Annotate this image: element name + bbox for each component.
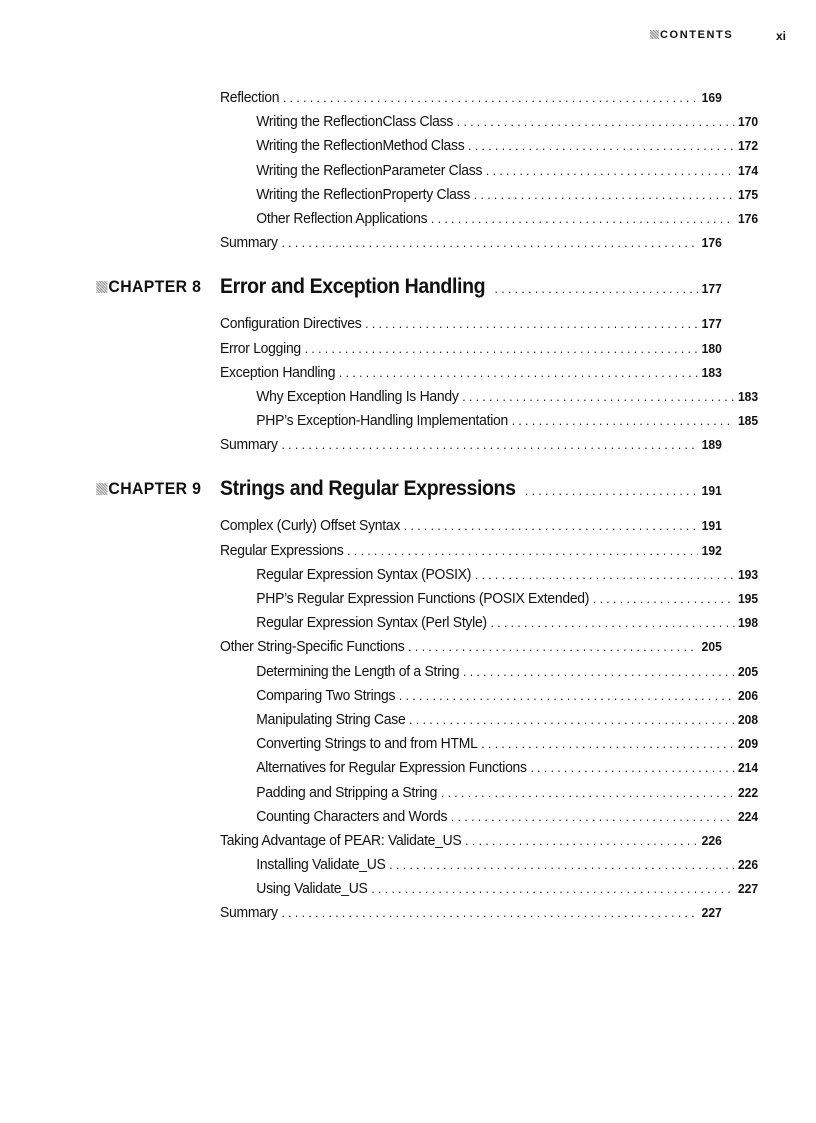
toc-subentry [220,587,758,611]
toc-entry-page: 176 [701,235,722,251]
toc-entry-title: Summary [220,436,278,454]
dot-leader [451,805,734,829]
dot-leader [408,635,698,659]
dot-leader [281,231,698,255]
toc-entry-page: 176 [737,210,759,226]
toc-entry-title: Alternatives for Regular Expression Functions [256,759,527,777]
toc-entry-page: 226 [701,832,722,848]
toc-subentry [220,756,758,780]
chapter-heading [108,274,722,300]
toc-entry-page: 198 [737,615,759,631]
chapter-page-number: 191 [701,483,722,499]
toc-subentry [220,877,758,901]
toc-entry-page: 214 [737,760,759,776]
toc-subentry [220,853,758,877]
chapter-label [96,274,201,300]
toc-entry-page: 195 [737,591,759,606]
toc-entry-title: Comparing Two Strings [256,686,396,704]
dot-leader [347,539,698,563]
dot-leader [491,611,735,635]
toc-entry [220,86,722,110]
toc-entry-title: Configuration Directives [220,315,362,333]
toc-entry-title: Installing Validate_US [256,856,386,874]
toc-subentry [220,781,758,805]
toc-entry-title: Converting Strings to and from HTML [256,735,478,753]
running-head [650,29,790,43]
running-head-section: CONTENTS [660,29,734,41]
toc-entry-page: 226 [737,857,759,873]
toc-entry-page: 172 [737,138,759,154]
toc-entry-page: 205 [701,639,722,655]
toc-entry-title: Other Reflection Applications [256,209,428,227]
dot-leader [486,159,734,183]
dot-leader [530,756,734,780]
chapter-title: Strings and Regular Expressions [220,477,516,501]
toc-entry [220,337,722,361]
toc-entry-page: 192 [701,542,722,558]
dot-leader [512,409,735,433]
toc-entry-page: 174 [737,162,759,178]
dot-leader [468,134,734,158]
dot-leader [281,901,698,925]
toc-entry-title: Manipulating String Case [256,710,406,728]
section-marker-icon [650,30,659,39]
chapter-label [96,476,201,502]
dot-leader [409,708,734,732]
toc-entry-page: 183 [701,364,722,380]
dot-leader [457,110,734,134]
toc-entry-title: Writing the ReflectionParameter Class [256,161,483,179]
dot-leader [371,877,734,901]
dot-leader [389,853,734,877]
toc-entry-title: Complex (Curly) Offset Syntax [220,517,401,535]
dot-leader [283,86,698,110]
toc-entry-title: Exception Handling [220,363,336,381]
toc-entry-page: 169 [701,90,722,105]
toc-subentry [220,409,758,433]
dot-leader [593,587,734,611]
table-of-contents [108,86,759,926]
dot-leader [365,312,698,336]
toc-entry-page: 175 [737,186,759,202]
toc-entry [220,514,722,538]
toc-entry [220,901,722,925]
page-number: xi [775,29,786,43]
toc-entry-page: 191 [701,518,722,534]
dot-leader [525,478,698,504]
toc-subentry [220,159,758,183]
toc-subentry [220,134,758,158]
dot-leader [404,514,698,538]
toc-entry-page: 206 [737,687,759,703]
toc-entry [220,231,722,255]
toc-entry-title: Determining the Length of a String [256,662,460,680]
toc-entry-title: Regular Expressions [220,541,344,559]
toc-entry-page: 209 [737,736,759,752]
toc-entry-title: Regular Expression Syntax (Perl Style) [256,614,487,632]
toc-subentry [220,660,758,684]
toc-entry-title: Writing the ReflectionClass Class [256,113,454,131]
dot-leader [475,563,734,587]
toc-subentry [220,732,758,756]
chapter-label-text: CHAPTER 8 [108,277,202,297]
toc-entry-title: Writing the ReflectionMethod Class [256,137,465,155]
toc-entry-title: PHP’s Regular Expression Functions (POSIX Extended) [256,590,590,607]
toc-entry-title: Regular Expression Syntax (POSIX) [256,565,472,583]
toc-subentry [220,805,758,829]
dot-leader [462,385,734,409]
toc-subentry [220,708,758,732]
toc-entry-title: Other String-Specific Functions [220,638,405,656]
toc-entry [220,539,722,563]
toc-entry [220,829,722,853]
toc-entry [220,312,722,336]
dot-leader [441,781,734,805]
toc-entry-title: Padding and Stripping a String [256,783,438,801]
toc-subentry [220,684,758,708]
toc-entry-page: 177 [701,316,722,332]
toc-entry-page: 222 [737,784,759,800]
toc-subentry [220,207,758,231]
toc-entry [220,433,722,457]
dot-leader [431,207,734,231]
toc-entry-title: Writing the ReflectionProperty Class [256,185,471,203]
toc-entry-title: Counting Characters and Words [256,807,448,825]
toc-subentry [220,611,758,635]
toc-entry-title: Why Exception Handling Is Handy [256,387,459,405]
toc-entry-page: 224 [737,808,759,824]
toc-entry-title: Reflection [220,89,280,106]
dot-leader [465,829,698,853]
dot-leader [463,660,734,684]
toc-entry-title: Summary [220,904,278,922]
toc-entry-page: 227 [701,905,722,921]
toc-entry-page: 183 [737,388,759,404]
chapter-marker-icon [96,483,107,495]
toc-subentry [220,183,758,207]
dot-leader [281,433,698,457]
toc-entry-title: Using Validate_US [256,880,368,898]
chapter-page-number: 177 [701,281,722,297]
toc-subentry [220,563,758,587]
toc-entry [220,361,722,385]
dot-leader [474,183,734,207]
toc-entry-page: 227 [737,881,759,897]
dot-leader [495,276,698,302]
dot-leader [399,684,734,708]
toc-entry-title: Summary [220,234,278,252]
chapter-heading [108,476,722,502]
toc-entry-title: Error Logging [220,339,301,357]
toc-entry-title: Taking Advantage of PEAR: Validate_US [220,831,462,849]
dot-leader [305,337,698,361]
dot-leader [339,361,698,385]
chapter-marker-icon [96,281,107,293]
toc-entry-page: 185 [737,413,759,429]
toc-entry-title: PHP’s Exception-Handling Implementation [256,412,508,430]
toc-entry-page: 193 [737,566,759,582]
dot-leader [481,732,734,756]
toc-subentry [220,385,758,409]
chapter-title: Error and Exception Handling [220,275,486,299]
toc-entry [220,635,722,659]
toc-entry-page: 170 [737,114,759,130]
toc-entry-page: 189 [701,437,722,453]
chapter-label-text: CHAPTER 9 [108,479,202,499]
toc-entry-page: 180 [701,340,722,356]
toc-entry-page: 208 [737,711,759,727]
toc-entry-page: 205 [737,663,759,679]
toc-subentry [220,110,758,134]
